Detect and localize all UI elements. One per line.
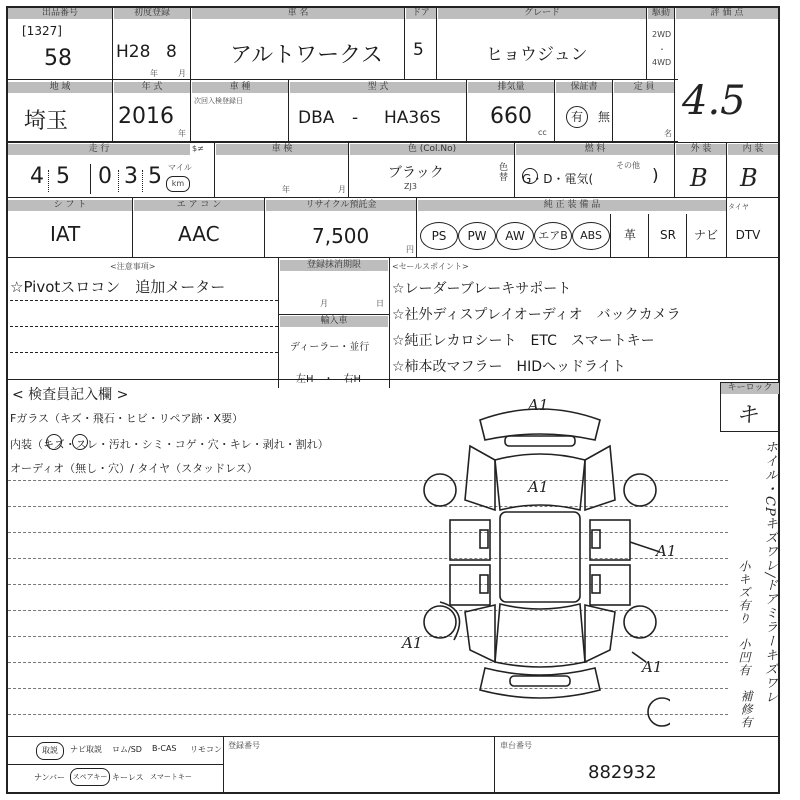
drive-2wd: 2WD <box>652 30 672 39</box>
registration-deadline-day: 日 <box>376 299 384 308</box>
footer-navi-manual: ナビ取説 <box>70 745 102 754</box>
footer-number: ナンバー <box>34 773 66 782</box>
color-code: ZJ3 <box>404 182 417 191</box>
hand-circle-mark <box>72 434 88 450</box>
vline <box>214 142 215 198</box>
sales-points-header: <セールスポイント> <box>392 262 469 271</box>
side-note-3: 補修有 <box>739 690 753 729</box>
fuel-other: その他 <box>616 161 640 170</box>
warranty-yes: 有 <box>566 106 588 128</box>
model-code: HA36S <box>384 108 441 128</box>
equip-pw: PW <box>458 222 496 250</box>
mileage-km: km <box>166 176 190 192</box>
footer-manual: 取説 <box>36 742 64 760</box>
footer-chassis-value: 882932 <box>588 762 657 783</box>
inspector-line-1: Fガラス（キズ・飛石・ヒビ・リペア跡・X要） <box>10 412 244 425</box>
diagram-left-rear-door <box>450 565 490 605</box>
footer-remote: リモコン <box>190 745 222 754</box>
fuel-options: G・D・電気( <box>522 172 594 186</box>
mileage-digit-5: 5 <box>148 164 162 189</box>
row1-bottom <box>8 8 678 80</box>
footer-mid <box>8 764 224 765</box>
diagram-spare-tire <box>648 698 670 726</box>
mileage-sdollar: $≠ <box>192 144 204 153</box>
equip-navi: ナビ <box>693 228 718 242</box>
diagram-mark-front: A1 <box>528 396 549 414</box>
mileage-header: 走 行 <box>8 144 190 155</box>
aircon-header: エ ア コ ン <box>134 200 264 211</box>
equip-aw: AW <box>496 222 534 250</box>
diagram-rear-window <box>495 604 585 667</box>
sales-point-3: ☆純正レカロシート ETC スマートキー <box>392 333 655 349</box>
vline <box>112 8 113 80</box>
diagram-rear-right-fender <box>585 605 615 662</box>
key-lock-value: キ <box>736 403 759 428</box>
interior-header: 内 装 <box>728 144 778 155</box>
row3-box <box>8 142 780 198</box>
diagram-right-rear-window <box>592 575 600 593</box>
grade-value: ヒョウジュン <box>486 45 588 65</box>
diagram-wheel-front-left <box>424 474 456 506</box>
diagram-grille <box>505 436 575 446</box>
shift-value: IAT <box>50 222 81 246</box>
mileage-digit-4: 3 <box>124 164 138 189</box>
inspector-line-3: オーディオ（無し・穴）/ タイヤ（スタッドレス） <box>10 462 258 475</box>
registration-deadline-header: 登録抹消期限 <box>280 260 388 271</box>
inspector-line-2: 内装（キズ・スレ・汚れ・シミ・コゲ・穴・キレ・剥れ・割れ） <box>10 438 329 451</box>
color-name: ブラック <box>388 165 444 181</box>
vline <box>190 8 191 80</box>
diagram-mark-roof: A1 <box>528 478 549 496</box>
region-header: 地 域 <box>8 82 112 93</box>
displacement-unit: cc <box>538 128 547 137</box>
model-prefix: DBA <box>298 108 335 128</box>
inspection-month-unit: 月 <box>338 185 346 194</box>
diagram-mark-right-door: A1 <box>656 542 677 560</box>
mileage-digit-3: 0 <box>98 164 112 189</box>
sales-point-1: ☆レーダーブレーキサポート <box>392 281 572 297</box>
color-header: 色 (Col.No) <box>350 144 514 155</box>
equipment-header: 純 正 装 備 品 <box>418 200 726 211</box>
vline <box>554 80 555 142</box>
diagram-wheel-rear-right <box>624 606 656 638</box>
inspection-year-unit: 年 <box>282 185 290 194</box>
footer-keyless: キーレス <box>112 773 144 782</box>
lot-header: 出品番号 <box>8 8 112 19</box>
recycle-unit: 円 <box>406 245 414 254</box>
diagram-front-left-fender <box>465 446 495 510</box>
equip-leather: 革 <box>623 228 636 242</box>
diagram-left-mirror <box>480 530 488 548</box>
inspector-header: < 検査員記入欄 > <box>12 387 129 403</box>
diagram-left-rear-window <box>480 575 488 593</box>
sales-point-4: ☆柿本改マフラー HIDヘッドライト <box>392 359 626 375</box>
key-lock-header: キーロック <box>721 383 779 394</box>
exterior-grade: B <box>690 164 708 192</box>
diagram-mark-rear-right: A1 <box>642 658 663 676</box>
equip-sunroof: SR <box>660 228 676 242</box>
footer-rom-sd: ロム/SD <box>112 745 142 754</box>
drive-4wd: 4WD <box>652 58 672 67</box>
first-registration-header: 初度登録 <box>114 8 190 19</box>
car-name-header: 車 名 <box>192 8 404 19</box>
diagram-right-mirror <box>592 530 600 548</box>
fuel-header: 燃 料 <box>516 144 674 155</box>
diagram-roof <box>500 512 580 602</box>
drive-sep: ・ <box>658 45 666 54</box>
diagram-wheel-front-right <box>624 474 656 506</box>
hand-circle-mark <box>46 434 62 450</box>
notes-header: <注意事項> <box>110 262 156 271</box>
model-year-value: 2016 <box>118 104 174 129</box>
lot-number: 58 <box>44 46 72 71</box>
tire-header: タイヤ <box>728 203 749 211</box>
row4-bottom <box>8 198 780 258</box>
lot-code: [1327] <box>22 24 62 38</box>
model-year-header: 年 式 <box>114 82 190 93</box>
color-change: 色替 <box>497 162 507 182</box>
capacity-unit: 名 <box>664 129 672 138</box>
vline <box>726 198 727 258</box>
model-year-unit: 年 <box>178 129 186 138</box>
car-name: アルトワークス <box>230 43 383 68</box>
displacement-header: 排気量 <box>468 82 554 93</box>
warranty-no: 無 <box>598 110 611 124</box>
vline <box>404 8 405 80</box>
sales-point-2: ☆社外ディスプレイオーディオ バックカメラ <box>392 307 681 323</box>
side-note-1: ホイル・CPキズワレ/ドアミラーキズワレ <box>762 440 777 705</box>
equip-abs: ABS <box>572 222 610 250</box>
year-unit: 年 <box>150 69 158 78</box>
vline <box>288 80 289 142</box>
model-header: 型 式 <box>290 82 466 93</box>
diagram-mark-rear-left: A1 <box>402 634 423 652</box>
footer-smart-key: スマートキー <box>150 773 192 781</box>
registration-deadline-month: 月 <box>320 299 328 308</box>
diagram-wheel-rear-left <box>424 606 456 638</box>
side-note-2: 小キズ有り 小凹有 <box>737 560 751 677</box>
displacement-value: 660 <box>490 104 532 129</box>
vehicle-type-sub: 次回入検登録日 <box>194 97 243 105</box>
region-value: 埼玉 <box>24 109 69 134</box>
footer-registration-header: 登録番号 <box>228 741 260 750</box>
aircon-value: AAC <box>178 222 220 246</box>
diagram-tail <box>510 676 570 686</box>
drive-header: 駆動 <box>648 8 674 19</box>
evaluation-header: 評 価 点 <box>676 8 778 19</box>
vline <box>648 214 649 258</box>
row5-bottom <box>8 258 780 380</box>
footer-bcas: B-CAS <box>152 744 177 753</box>
vline <box>416 198 417 258</box>
vehicle-type-header: 車 種 <box>192 82 288 93</box>
capacity-header: 定 員 <box>614 82 674 93</box>
inspection-header: 車 検 <box>216 144 348 155</box>
mileage-mile: マイル <box>168 163 192 172</box>
vline <box>494 736 495 794</box>
import-hand: 左H ・ 右H <box>296 374 362 385</box>
vline <box>726 142 727 198</box>
vline <box>190 80 191 142</box>
vline <box>436 8 437 80</box>
vline <box>264 198 265 258</box>
warranty-header: 保証書 <box>556 82 612 93</box>
vline <box>674 142 675 198</box>
diagram-right-front-door <box>590 520 630 560</box>
footer-chassis-header: 車台番号 <box>500 741 532 750</box>
mileage-digit-2: 5 <box>56 164 70 189</box>
diagram-front-right-fender <box>585 446 615 510</box>
evaluation-score: 4.5 <box>682 78 746 124</box>
vline <box>514 142 515 198</box>
vline <box>466 80 467 142</box>
import-header: 輸入車 <box>280 316 388 327</box>
recycle-value: 7,500 <box>312 224 370 248</box>
vline <box>646 8 647 80</box>
month-unit: 月 <box>178 69 186 78</box>
diagram-rear-bumper <box>480 668 600 698</box>
shift-header: シ フ ト <box>8 200 132 211</box>
doors-header: ドア <box>406 8 436 19</box>
vline <box>610 214 611 258</box>
model-dash: - <box>352 108 359 128</box>
car-diagram <box>410 400 670 740</box>
recycle-header: リサイクル預託金 <box>266 200 416 211</box>
interior-grade: B <box>740 164 758 192</box>
exterior-header: 外 装 <box>676 144 726 155</box>
grade-header: グレード <box>438 8 646 19</box>
footer-spare-key: スペアキー <box>70 768 110 786</box>
mileage-digit-1: 4 <box>30 164 44 189</box>
import-dealer: ディーラー・並行 <box>290 342 370 353</box>
doors-value: 5 <box>413 40 424 60</box>
vline <box>112 80 113 142</box>
first-registration-month: 8 <box>166 42 177 62</box>
vline <box>132 198 133 258</box>
diagram-right-rear-door <box>590 565 630 605</box>
vline <box>348 142 349 198</box>
equip-ps: PS <box>420 222 458 250</box>
fuel-close: ) <box>652 166 659 186</box>
equip-airbag: エアB <box>534 222 572 250</box>
diagram-rear-left-fender <box>465 605 495 662</box>
first-registration-era: H28 <box>116 42 151 62</box>
equip-dtv: DTV <box>735 228 761 242</box>
diagram-left-front-door <box>450 520 490 560</box>
vline <box>686 214 687 258</box>
notes-line-1: ☆Pivotスロコン 追加メーター <box>10 278 226 296</box>
row2-bottom <box>8 80 678 142</box>
vline <box>612 80 613 142</box>
